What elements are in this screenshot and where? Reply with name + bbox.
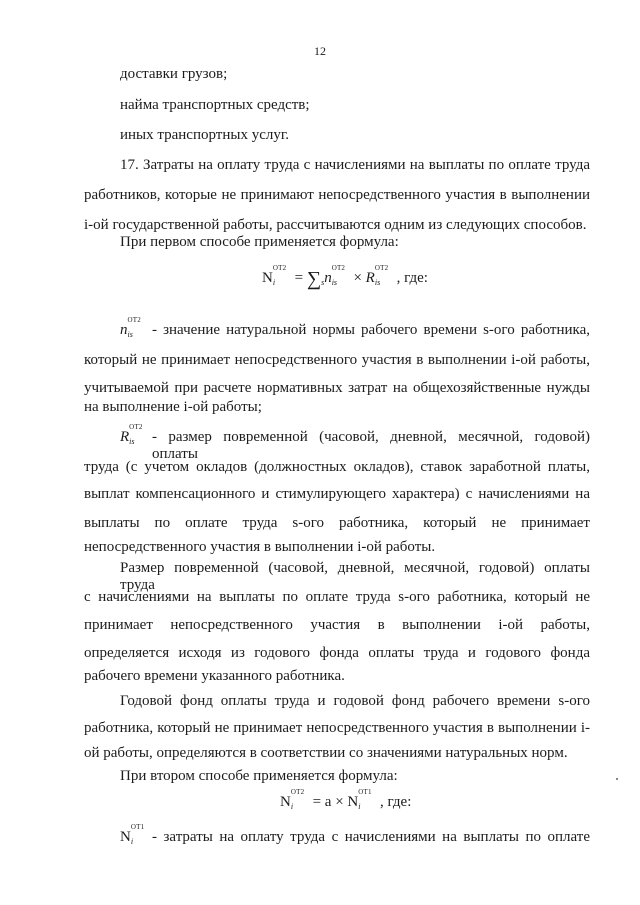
size-paragraph-line-3: принимает непосредственного участия в выполнении i-ой работы, bbox=[84, 617, 590, 633]
r-def-sup: ОТ2 bbox=[129, 423, 143, 431]
paragraph-17-line-1: 17. Затраты на оплату труда с начислениями на выплаты по оплате труда bbox=[120, 157, 590, 173]
paragraph-17-line-3: i-ой государственной работы, рассчитываются одним из следующих способов. bbox=[84, 217, 587, 233]
r-definition-line-2: труда (с учетом окладов (должностных окладов), ставок заработной платы, bbox=[84, 459, 590, 475]
formula1-tail: , где: bbox=[392, 270, 428, 286]
formula1-n-sub: is bbox=[331, 278, 338, 287]
formula-first-method bbox=[262, 264, 428, 291]
formula1-n-sup: ОТ2 bbox=[331, 264, 346, 272]
n1-def-sym: N bbox=[120, 829, 131, 845]
r-definition-line-3: выплат компенсационного и стимулирующего характера) с начислениями на bbox=[84, 486, 590, 502]
fund-paragraph-line-1: Годовой фонд оплаты труда и годовой фонд рабочего времени s-ого bbox=[120, 693, 590, 709]
fund-paragraph-line-2: работника, который не принимает непосредственного участия в выполнении i- bbox=[84, 720, 590, 736]
n-definition-line-4: на выполнение i-ой работы; bbox=[84, 399, 262, 415]
list-item-delivery: доставки грузов; bbox=[120, 66, 228, 82]
first-method-text: При первом способе применяется формула: bbox=[120, 234, 399, 250]
n-definition-symbol bbox=[120, 316, 141, 339]
size-paragraph-line-5: рабочего времени указанного работника. bbox=[84, 668, 345, 684]
n1-def-sup: ОТ1 bbox=[130, 823, 145, 831]
r-def-sub: is bbox=[129, 437, 135, 446]
formula2-lhs: N bbox=[280, 794, 291, 810]
formula2-rhs-sup: ОТ1 bbox=[358, 788, 372, 796]
size-paragraph-line-4: определяется исходя из годового фонда оплаты труда и годового фонда bbox=[84, 645, 590, 661]
formula1-r-sup: ОТ2 bbox=[374, 264, 389, 272]
formula1-times: × bbox=[349, 270, 366, 286]
paragraph-17-line-2: работников, которые не принимают непосредственного участия в выполнении bbox=[84, 187, 590, 203]
formula-second-method bbox=[280, 788, 412, 811]
r-definition-symbol bbox=[120, 423, 143, 446]
n1-definition-symbol bbox=[120, 823, 145, 846]
n-definition-line-1: - значение натуральной нормы рабочего времени s-ого работника, bbox=[152, 322, 590, 338]
scan-mark bbox=[616, 778, 618, 780]
r-definition-line-5: непосредственного участия в выполнении i-ой работы. bbox=[84, 539, 436, 555]
r-definition-line-4: выплаты по оплате труда s-ого работника, который не принимает bbox=[84, 515, 590, 531]
second-method-text: При втором способе применяется формула: bbox=[120, 768, 398, 784]
formula2-rhs: N bbox=[347, 794, 359, 810]
size-paragraph-line-2: с начислениями на выплаты по оплате труда s-ого работника, который не bbox=[84, 589, 590, 605]
formula2-lhs-sub: i bbox=[290, 802, 294, 811]
formula2-rhs-sub: i bbox=[358, 802, 361, 811]
formula2-lhs-sup: ОТ2 bbox=[290, 788, 305, 796]
formula1-lhs-sub: i bbox=[272, 278, 276, 287]
formula1-lhs: N bbox=[262, 270, 273, 286]
formula1-n: n bbox=[324, 270, 332, 286]
n-def-sub: is bbox=[127, 330, 133, 339]
n-definition-line-3: учитываемой при расчете нормативных затрат на общехозяйственные нужды bbox=[84, 380, 590, 396]
formula1-r-sub: is bbox=[374, 278, 381, 287]
formula2-mid: = a × bbox=[308, 794, 348, 810]
r-definition-line-1: - размер повременной (часовой, дневной, месячной, годовой) оплаты bbox=[152, 429, 590, 462]
n1-definition-line-1: - затраты на оплату труда с начислениями на выплаты по оплате bbox=[152, 829, 590, 845]
formula1-r: R bbox=[365, 270, 375, 286]
list-item-hire: найма транспортных средств; bbox=[120, 97, 310, 113]
size-paragraph-line-1: Размер повременной (часовой, дневной, месячной, годовой) оплаты труда bbox=[120, 560, 590, 593]
n-definition-line-2: который не принимает непосредственного участия в выполнении i-ой работы, bbox=[84, 352, 590, 368]
n1-def-sub: i bbox=[130, 837, 134, 846]
page-number: 12 bbox=[314, 44, 326, 58]
r-def-sym: R bbox=[120, 429, 130, 445]
formula2-tail: , где: bbox=[376, 794, 412, 810]
n-def-sup: ОТ2 bbox=[127, 316, 141, 324]
list-item-other: иных транспортных услуг. bbox=[120, 127, 290, 143]
formula1-sum: ∑ bbox=[306, 268, 322, 290]
formula1-equals: = bbox=[290, 270, 307, 286]
formula1-sum-sub: s bbox=[321, 278, 325, 287]
fund-paragraph-line-3: ой работы, определяются в соответствии со значениями натуральных норм. bbox=[84, 745, 568, 761]
n-def-sym: n bbox=[120, 322, 128, 338]
formula1-lhs-sup: ОТ2 bbox=[272, 264, 287, 272]
